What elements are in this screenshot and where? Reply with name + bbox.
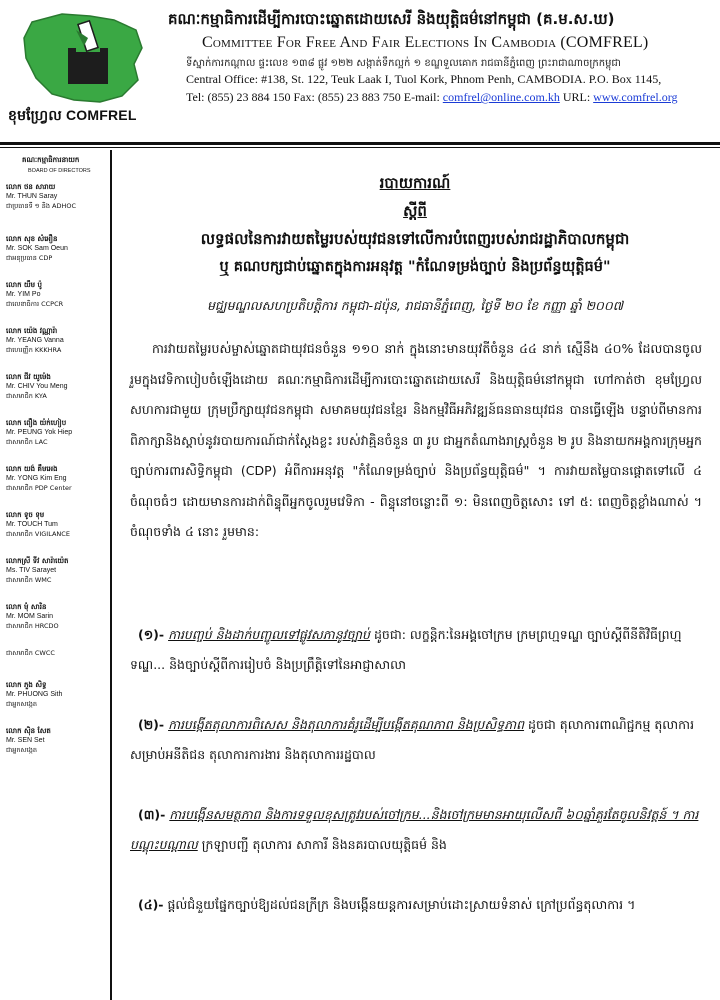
report-subtitle-about: ស្តីពី (403, 202, 427, 220)
member-org: ជាសមាជិក CWCC (6, 649, 55, 657)
intro-paragraph: ការវាយតម្លៃរបស់ម្ចាស់ឆ្នោតជាយុវជនចំនួន ១១០ នាក់ ក្នុងនោះមានយុវតីចំនួន ៤៤ នាក់ ស្មើនឹង ៤០% ដែលបានចូលរួមក្នុងវេទិកាបៀបចំឡើងដោយ គណៈកម្មាធិការដើម្បីការបោះឆ្នោតដោយសេរី និងយុត្តិធម៌នៅកម្ពុជា ហៅកាត់ថា ខុមហ្វ្រែល សហការជាមួយ ក្រុមប្រឹក្សាយុវជនកម្ពុជា សមាគមយុវជនខ្មែរ និងកម្មវិធីអភិវឌ្ឍន៍ធនធានយុវជន បានធ្វើឡើង បន្ទាប់ពីមានការពិភាក្សានិងស្តាប់នូវរបាយការណ៍ជាក់ស្តែងខ្លះ របស់វាគ្មិនចំនួន ៣ រូប ជាអ្នកតំណាងរាស្ត្រចំនួន ២ រូប និងនាយកអង្គការក្រុមអ្នកច្បាប់ការពារសិទ្ធិកម្ពុជា (CDP) អំពីការអនុវត្ត "កំណែទម្រង់ច្បាប់ និងប្រព័ន្ធយុត្តិធម៌" ។ ការវាយតម្លៃបានផ្តោតទៅលើ ៤ ចំណុចធំៗ ដោយមានការដាក់ពិន្ទុពីអ្នកចូលរួមវេទិកា - ពិន្ទុនៅចន្លោះពី ១: មិនពេញចិត្តសោះ ទៅ ៥: ពេញចិត្តខ្លាំងណាស់ ។ ចំណុចទាំង ៤ នោះ រួមមាន: (130, 341, 702, 539)
member-org: ជាលេខាធិការ CCPCR (6, 300, 64, 308)
member-org: ជាសមាជិក VIGILANCE (6, 530, 70, 538)
list-item: (៣)- ការបង្កើនសមត្ថភាព និងការទទួលខុសត្រូវរបស់ចៅក្រម...និងចៅក្រមមានអាយុលើសពី ៦០ឆ្នាំគួរតែចូលនិវត្តន៍ ។ ការបណ្តុះបណ្តាល ក្រឡាបញ្ជី តុលាការ សាការី និងនគរបាលយុត្តិធម៌ និង (130, 807, 699, 852)
member-org: ជាសមាជិក KYA (6, 392, 47, 400)
board-member (6, 648, 106, 658)
board-member (6, 510, 106, 539)
member-name-khmer: លោក យ៉េង វណ្ណារ៉ា (6, 327, 58, 335)
list-item: (៤)- ផ្តល់ជំនួយផ្នែកច្បាប់ឱ្យដល់ជនក្រីក្រ និងបង្កើនយន្តការសម្រាប់ដោះស្រាយទំនាស់ ក្រៅប្រព័ន្ធតុលាការ ។ (138, 897, 636, 912)
member-name-english: Mr. SOK Sam Oeun (6, 245, 68, 252)
board-member (6, 556, 106, 585)
member-name-khmer: លោក យឹម ប៉ូ (6, 281, 42, 289)
member-org: ជាសមាជិក HRCDO (6, 622, 59, 630)
member-name-khmer: លោក ថន សារាយ (6, 183, 56, 191)
member-name-khmer: លោក ទូច ទុម (6, 511, 45, 519)
sidebar-divider (110, 150, 112, 1000)
member-org: ជាសមាជិក WMC (6, 576, 52, 584)
member-name-english: Mr. PEUNG Yok Hiep (6, 429, 73, 436)
board-member (6, 234, 106, 263)
dateline: មជ្ឈមណ្ឌលសហប្រតិបត្តិការ កម្ពុជា-ជប៉ុន, រាជធានីភ្នំពេញ, ថ្ងៃទី ២០ ខែ កញ្ញា ឆ្នាំ ២០០៧ (206, 298, 623, 313)
member-org: ជាអ្នកសង្កេត (6, 700, 37, 708)
member-name-english: Mr. CHIV You Meng (6, 383, 68, 390)
member-name-khmer: លោក ភួង សិទ្ធ (6, 681, 47, 689)
address-english: Central Office: #138, St. 122, Teuk Laak I, Tuol Kork, Phnom Penh, CAMBODIA. P.O. Box 1145, (186, 72, 662, 86)
board-title-english: BOARD OF DIRECTORS (28, 168, 91, 174)
member-org: ជាអនុប្រធាន CDP (6, 254, 53, 262)
address-khmer: ទីស្នាក់ការកណ្តាល ផ្ទះលេខ ១៣៨ ផ្លូវ ១២២ សង្កាត់ទឹកល្អក់ ១ ខណ្ឌទួលគោក រាជធានីភ្នំពេញ ព្រះរាជាណាចក្រកម្ពុជា (186, 58, 621, 69)
member-name-khmer: លោក ស៊ិន សែត (6, 727, 51, 735)
member-org: ជាហេរញ្ញិក KKKHRA (6, 346, 62, 354)
board-member (6, 602, 106, 631)
list-item: (២)- ការបង្កើតតុលាការពិសេស និងតុលាការគំរូដើម្បីបង្កើតគុណភាព និងប្រសិទ្ធភាព ដូចជា តុលាការពាណិជ្ជកម្ម តុលាការសម្រាប់អនីតិជន តុលាការការងារ និងតុលាការរដ្ឋបាល (130, 717, 695, 762)
member-org: ជាសមាជិក PDP Center (6, 484, 72, 492)
contact-line: Tel: (855) 23 884 150 Fax: (855) 23 883 750 E-mail: comfrel@online.com.kh URL: www.comfrel.org (186, 90, 678, 104)
board-member (6, 182, 106, 211)
member-name-english: Mr. PHUONG Sith (6, 691, 63, 698)
member-name-english: Mr. TOUCH Tum (6, 521, 58, 528)
report-topic-line1: លទ្ធផលនៃការវាយតម្លៃរបស់យុវជនទៅលើការបំពេញរបស់រាជរដ្ឋាភិបាលកម្ពុជា (200, 230, 630, 248)
board-member (6, 418, 106, 447)
board-member (6, 326, 106, 355)
member-name-khmer: លោក ជីវ យូម៉េង (6, 373, 51, 381)
member-name-khmer: លោកស្រី ទីវ សារ៉ាយ៉េត (6, 557, 69, 565)
member-name-khmer: លោក មុំ សារិន (6, 603, 47, 611)
member-name-khmer: លោក យង់ គឹមអេង (6, 465, 58, 473)
member-name-khmer: លោក សុខ សំអឿន (6, 235, 58, 243)
org-name-khmer: គណៈកម្មាធិការដើម្បីការបោះឆ្នោតដោយសេរី និងយុត្តិធម៌នៅកម្ពុជា (គ.ម.ស.ឃ) (168, 10, 615, 28)
comfrel-logo-icon (18, 8, 148, 108)
board-member (6, 280, 106, 309)
board-title-khmer: គណៈកម្មាធិការនាយក (22, 156, 80, 164)
member-name-english: Mr. YONG Kim Eng (6, 475, 67, 482)
board-member (6, 680, 106, 709)
header-divider-thin (0, 147, 720, 148)
member-org: ជាសមាជិក LAC (6, 438, 48, 446)
member-name-english: Mr. YIM Po (6, 291, 41, 298)
member-name-english: Ms. TIV Sarayet (6, 567, 57, 574)
logo-caption: ខុមហ្វ្រែល COMFREL (8, 107, 137, 123)
board-sidebar (0, 150, 112, 1000)
email-link[interactable]: comfrel@online.com.kh (442, 90, 560, 104)
list-item: (១)- ការបញ្ចប់ និងដាក់បញ្ចូលទៅផ្លូវសភានូវច្បាប់ ដូចជា: លក្ខន្តិកៈនៃអង្គចៅក្រម ក្រមព្រហ្មទណ្ឌ ច្បាប់ស្តីពីនីតិវិធីព្រហ្មទណ្ឌ... និងច្បាប់ស្តីពីការរៀបចំ និងប្រព្រឹត្តិទៅនៃអាជ្ញាសាលា (130, 627, 682, 672)
board-member (6, 464, 106, 493)
member-name-khmer: លោក ពឿង យ៉ក់ហៀប (6, 419, 67, 427)
member-name-english: Mr. SEN Set (6, 737, 45, 744)
board-member (6, 726, 106, 755)
member-name-english: Mr. YEANG Vanna (6, 337, 64, 344)
website-link[interactable]: www.comfrel.org (593, 90, 678, 104)
report-title: របាយការណ៍ (379, 174, 451, 192)
org-name-english: Committee For Free And Fair Elections In Cambodia (COMFREL) (202, 34, 649, 51)
member-name-english: Mr. THUN Saray (6, 193, 58, 200)
report-topic-line2: ឬ គណបក្សជាប់ឆ្នោតក្នុងការអនុវត្ត "កំណែទម្រង់ច្បាប់ និងប្រព័ន្ធយុត្តិធម៌" (219, 259, 611, 275)
member-org: ជាអ្នកសង្កេត (6, 746, 37, 754)
letterhead (0, 0, 720, 140)
member-name-english: Mr. MOM Sarin (6, 613, 54, 620)
member-org: ជាប្រធានទី ១ និង ADHOC (6, 202, 77, 210)
board-member (6, 372, 106, 401)
header-divider (0, 142, 720, 145)
